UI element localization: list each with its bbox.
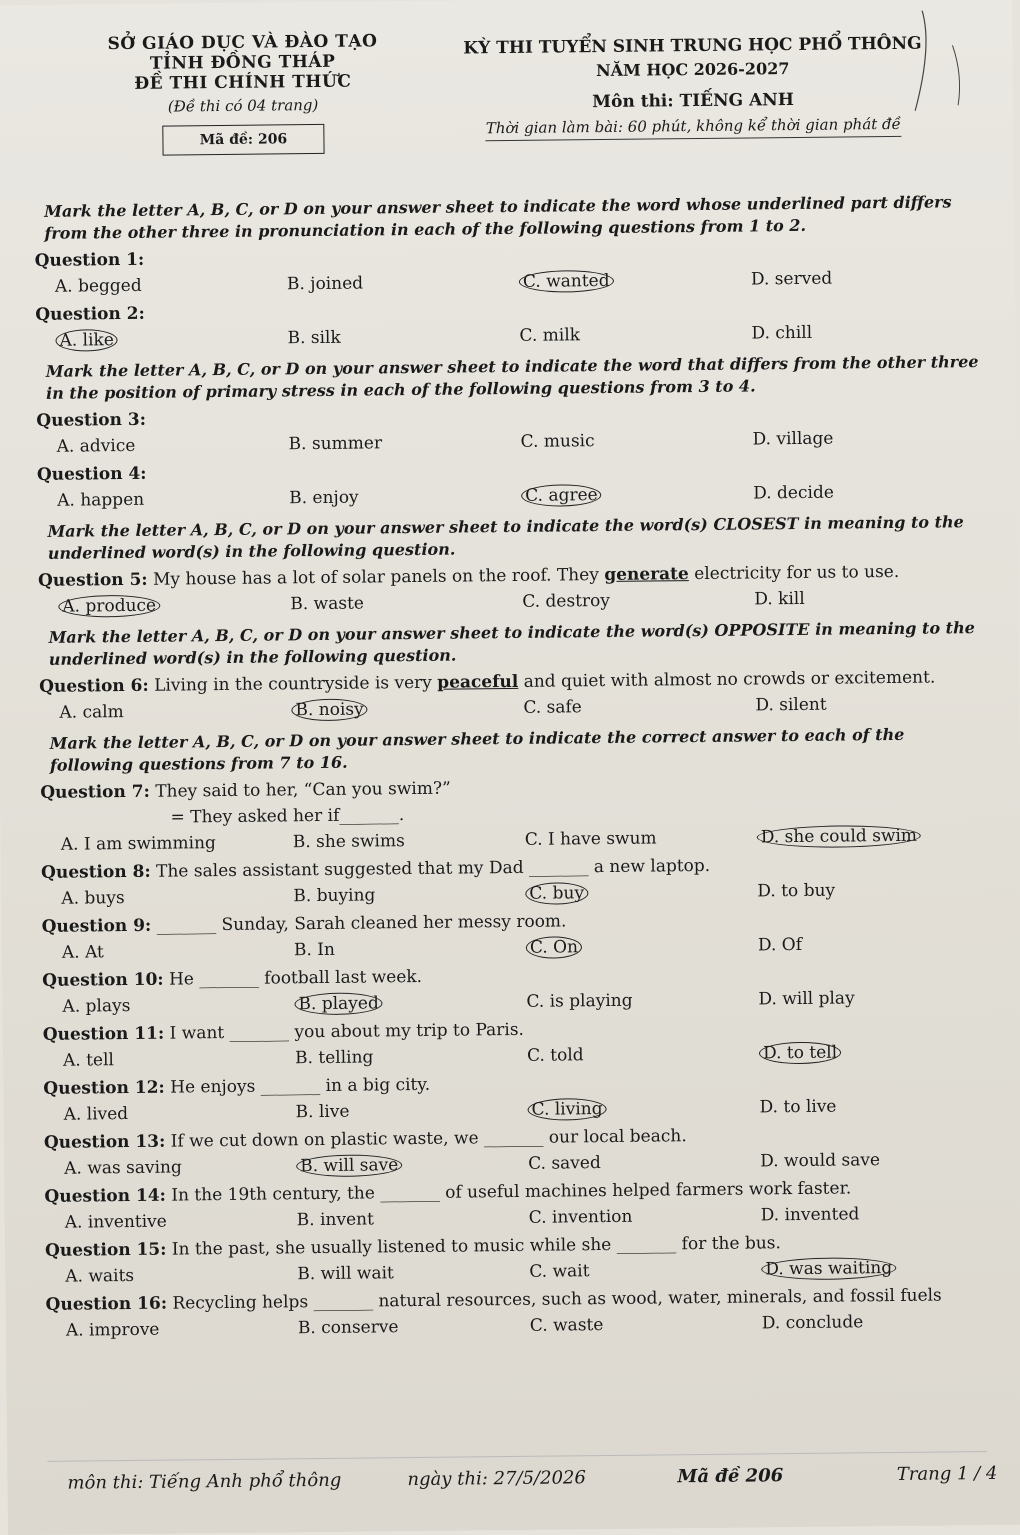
question-label: Question 16: [45, 1293, 168, 1315]
answer-option [65, 1262, 297, 1288]
option-text: D. will play [758, 988, 855, 1010]
answer-option [523, 693, 755, 719]
question-label: Question 8: [40, 861, 151, 883]
option-text: B. played [294, 992, 383, 1015]
option-text: D. to buy [757, 880, 836, 902]
question-label: Question 4: [36, 463, 147, 485]
question-text: If we cut down on plastic waste, we _______ our local beach. [170, 1126, 687, 1152]
option-text: A. At [61, 942, 104, 963]
footer-code: Mã đề 206 [677, 1465, 784, 1488]
underlined-word: peaceful [437, 671, 519, 693]
option-text: B. In [293, 939, 335, 961]
question-text: Recycling helps _______ natural resources, such as wood, water, minerals, and fossil fuels [172, 1285, 942, 1314]
exam-content [34, 183, 996, 1347]
question-text: They said to her, “Can you swim?” [155, 778, 451, 802]
answer-option [57, 432, 289, 458]
answer-option [761, 1201, 993, 1227]
option-text: C. saved [528, 1153, 601, 1174]
subject-title: Môn thi: TIẾNG ANH [592, 89, 794, 113]
answer-option [519, 321, 751, 347]
option-text: B. will wait [297, 1263, 394, 1285]
answer-option [295, 1098, 527, 1124]
answer-option [296, 1152, 528, 1178]
exam-name: KỲ THI TUYỂN SINH TRUNG HỌC PHỔ THÔNG [463, 33, 922, 59]
answer-option [289, 484, 521, 510]
option-text: C. is playing [526, 990, 633, 1012]
question-label: Question 10: [42, 969, 164, 991]
footer [67, 1463, 997, 1494]
question-text: I want _______ you about my trip to Paris. [169, 1019, 525, 1044]
question-text: electricity for us to use. [688, 561, 900, 585]
answer-option [61, 884, 293, 910]
exam-code-box: Mã đề: 206 [163, 124, 325, 156]
footer-divider [47, 1451, 987, 1462]
option-text: B. enjoy [289, 487, 359, 509]
footer-page: Trang 1 / 4 [896, 1462, 998, 1485]
option-text: B. she swims [292, 831, 405, 853]
option-text: C. told [526, 1045, 584, 1066]
duration-note: Thời gian làm bài: 60 phút, không kể thời gian phát đề [486, 115, 901, 141]
answer-option [287, 270, 519, 296]
pages-note: (Đề thi có 04 trang) [167, 95, 319, 116]
option-text: D. conclude [761, 1312, 864, 1334]
section-instruction: Mark the letter A, B, C, or D on your answer sheet to indicate the word whose underlined part differs from the other three in pronunciation in each of the following questions from 1 to 2. [44, 192, 952, 243]
pen-stroke-icon [862, 5, 983, 116]
answer-option [762, 1309, 994, 1335]
answer-option [55, 326, 287, 352]
question-label: Question 13: [43, 1131, 166, 1153]
section-instruction: Mark the letter A, B, C, or D on your answer sheet to indicate the correct answer to each of the following questions from 7 to 16. [49, 724, 905, 775]
option-text: D. served [750, 268, 833, 290]
answer-option [291, 696, 523, 722]
answer-option [287, 324, 519, 350]
option-text: A. was saving [64, 1157, 182, 1179]
question-label: Question 5: [37, 569, 148, 591]
answer-option [298, 1314, 530, 1340]
answer-option [528, 1149, 760, 1175]
answer-option [297, 1206, 529, 1232]
option-text: D. village [752, 428, 834, 450]
answer-option [63, 1046, 295, 1072]
footer-subject: môn thi: Tiếng Anh phổ thông [67, 1469, 342, 1494]
option-text: B. invent [296, 1209, 374, 1231]
option-text: D. Of [757, 934, 803, 956]
option-text: C. wait [529, 1261, 590, 1282]
question-text: He enjoys _______ in a big city. [170, 1074, 431, 1098]
option-text: C. buy [525, 882, 588, 905]
answer-option [295, 1044, 527, 1070]
option-text: D. decide [753, 482, 834, 504]
answer-option [754, 585, 986, 611]
question-label: Question 3: [36, 409, 147, 431]
option-text: A. plays [62, 995, 131, 1017]
answer-option [529, 1203, 761, 1229]
option-text: A. lived [63, 1104, 129, 1125]
answer-option [62, 938, 294, 964]
answer-option [755, 691, 987, 717]
answer-option [525, 879, 757, 905]
option-text: B. telling [294, 1047, 374, 1069]
option-text: A. like [55, 329, 118, 352]
section-instruction: Mark the letter A, B, C, or D on your answer sheet to indicate the word that differs from the other three in the position of primary stress in each of the following questions from 3 to 4. [45, 352, 979, 403]
option-text: C. wanted [519, 270, 614, 293]
option-text: C. destroy [522, 590, 611, 612]
ministry-name: SỞ GIÁO DỤC VÀ ĐÀO TẠO [107, 31, 378, 55]
option-text: A. waits [65, 1265, 135, 1287]
province-name: TỈNH ĐỒNG THÁP [149, 51, 336, 74]
answer-option [294, 990, 526, 1016]
answer-option [519, 267, 751, 293]
answer-option [759, 1039, 991, 1065]
option-text: C. agree [521, 484, 602, 507]
option-text: A. inventive [64, 1211, 167, 1233]
question-text: My house has a lot of solar panels on the roof. They [152, 565, 605, 590]
answer-option [525, 825, 757, 851]
option-text: B. summer [288, 433, 383, 455]
answer-option [55, 272, 287, 298]
answer-option [757, 823, 989, 849]
answer-option [527, 1095, 759, 1121]
option-text: B. buying [293, 885, 376, 907]
option-text: B. conserve [297, 1317, 399, 1339]
footer-date: ngày thi: 27/5/2026 [407, 1467, 586, 1491]
answer-option [293, 828, 525, 854]
option-text: C. waste [529, 1315, 604, 1336]
school-year: NĂM HỌC 2026-2027 [595, 59, 790, 81]
option-text: A. buys [61, 888, 125, 909]
answer-option [62, 992, 294, 1018]
question-text: The sales assistant suggested that my Dad _______ a new laptop. [155, 855, 711, 882]
section-instruction: Mark the letter A, B, C, or D on your answer sheet to indicate the word(s) CLOSEST in meaning to the underlined word(s) in the following question. [47, 512, 964, 563]
option-text: A. produce [58, 595, 160, 618]
option-text: C. safe [523, 697, 582, 718]
option-text: D. to tell [759, 1042, 841, 1065]
answer-option [66, 1316, 298, 1342]
question-label: Question 12: [43, 1077, 165, 1099]
question-text: _______ Sunday, Sarah cleaned her messy room. [156, 911, 567, 936]
question-text: He _______ football last week. [168, 966, 423, 990]
answer-option [290, 590, 522, 616]
question-text: Living in the countryside is very [154, 672, 438, 696]
answer-option [760, 1147, 992, 1173]
answer-option [59, 698, 291, 724]
answer-option [530, 1311, 762, 1337]
answer-option [58, 592, 290, 618]
answer-option [758, 985, 990, 1011]
option-text: A. calm [59, 702, 124, 723]
question-label: Question 7: [40, 781, 150, 803]
option-text: A. improve [65, 1319, 160, 1341]
option-text: B. will save [296, 1154, 402, 1177]
answer-option [64, 1154, 296, 1180]
option-text: D. chill [751, 322, 813, 344]
option-text: A. advice [56, 435, 136, 457]
option-text: D. she could swim [757, 825, 921, 849]
section-instruction: Mark the letter A, B, C, or D on your answer sheet to indicate the word(s) OPPOSITE in meaning to the underlined word(s) in the following question. [48, 618, 975, 669]
answer-option [293, 882, 525, 908]
answer-option [753, 479, 985, 505]
option-text: A. happen [57, 489, 145, 511]
answer-option [64, 1100, 296, 1126]
question-text: In the past, she usually listened to music while she _______ for the bus. [171, 1233, 781, 1260]
option-text: C. On [526, 936, 582, 959]
option-text: D. to live [759, 1096, 837, 1118]
question-label: Question 11: [42, 1023, 165, 1045]
answer-option [294, 936, 526, 962]
answer-option [289, 430, 521, 456]
answer-option [759, 1093, 991, 1119]
answer-option [751, 265, 983, 291]
option-text: D. silent [755, 694, 827, 716]
question-label: Question 14: [44, 1185, 167, 1207]
option-text: B. waste [290, 593, 365, 615]
question-label: Question 9: [41, 915, 152, 937]
official-label: ĐỀ THI CHÍNH THỨC [134, 71, 352, 94]
option-text: B. silk [287, 327, 341, 349]
underlined-word: generate [604, 564, 689, 586]
answer-option [522, 587, 754, 613]
option-text: C. music [520, 431, 595, 452]
answer-option [526, 933, 758, 959]
answer-option [61, 830, 293, 856]
header-left [52, 31, 433, 157]
answer-option [751, 319, 983, 345]
answer-option [520, 427, 752, 453]
question-label: Question 15: [44, 1239, 167, 1261]
option-text: D. invented [760, 1204, 860, 1226]
answer-option [529, 1257, 761, 1283]
answer-option [57, 486, 289, 512]
answer-option [752, 425, 984, 451]
option-text: C. invention [528, 1206, 633, 1228]
option-text: D. was waiting [761, 1257, 896, 1280]
option-text: C. living [527, 1098, 606, 1121]
question-text: In the 19th century, the _______ of useful machines helped farmers work faster. [171, 1178, 852, 1206]
question-label: Question 2: [35, 303, 145, 325]
option-text: B. live [295, 1101, 350, 1123]
option-text: C. milk [519, 325, 581, 346]
option-text: C. I have swum [524, 828, 657, 850]
option-text: A. tell [62, 1050, 115, 1071]
option-text: B. joined [286, 273, 364, 295]
answer-option [526, 987, 758, 1013]
answer-option [758, 931, 990, 957]
option-text: A. I am swimming [60, 833, 217, 855]
reformulation-line: = They asked her if_______. [170, 805, 405, 828]
answer-option [521, 481, 753, 507]
answer-option [761, 1255, 993, 1281]
question-text: and quiet with almost no crowds or excitement. [518, 667, 936, 692]
option-text: A. begged [54, 275, 142, 297]
answer-option [527, 1041, 759, 1067]
question-label: Question 6: [39, 675, 149, 697]
option-text: B. noisy [291, 698, 367, 721]
answer-option [757, 877, 989, 903]
answer-option [65, 1208, 297, 1234]
option-text: D. kill [754, 588, 805, 610]
option-text: D. would save [760, 1150, 881, 1172]
question-label: Question 1: [34, 249, 145, 271]
answer-option [297, 1260, 529, 1286]
